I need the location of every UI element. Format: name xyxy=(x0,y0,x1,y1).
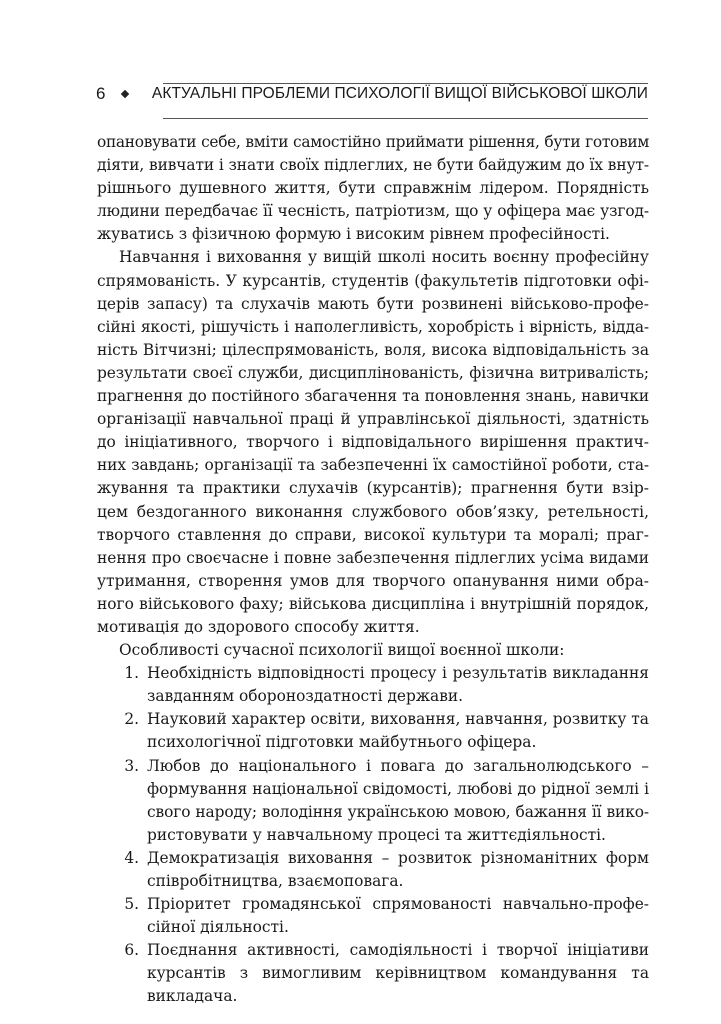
text-line: церів запасу) та слухачів мають бути розвинені військово-профе- xyxy=(97,294,649,313)
header-rule-bottom xyxy=(163,118,648,119)
text-line: формування національної свідомості, любові до рідної землі і xyxy=(147,779,649,798)
text-line: ного військового фаху; військова дисципліна і внутрішній порядок, xyxy=(97,594,649,613)
text-line: рішнього душевного життя, бути справжнім лідером. Порядність xyxy=(97,179,649,198)
text-line: утримання, створення умов для творчого опанування ними обра- xyxy=(97,571,649,590)
list-number: 1. xyxy=(124,664,139,683)
text-line: організації навчальної праці й управлінської діяльності, здатність xyxy=(97,410,649,429)
list-item xyxy=(97,939,649,1008)
list-item xyxy=(97,847,649,893)
text-line: жуватись з фізичною формую і високим рівнем професійності. xyxy=(97,225,610,244)
list-item xyxy=(97,755,649,847)
text-line: викладача. xyxy=(147,987,238,1006)
text-line: Пріоритет громадянської спрямованості навчально-профе- xyxy=(147,895,649,914)
text-line: мотивація до здорового способу життя. xyxy=(97,617,420,636)
running-head xyxy=(96,84,648,104)
text-line: результати своєї служби, дисциплінованість, фізична витривалість; xyxy=(97,363,649,382)
text-line: курсантів з вимогливим керівництвом командування та xyxy=(147,964,649,983)
text-line: свого народу; володіння українською мовою, бажання її вико- xyxy=(147,802,649,821)
text-line: психологічної підготовки майбутнього офіцера. xyxy=(147,733,537,752)
text-line: Демократизація виховання – розвиток різноманітних форм xyxy=(147,848,649,867)
diamond-icon xyxy=(121,90,129,98)
text-line: Навчання і виховання у вищій школі носить воєнну професійну xyxy=(119,248,649,267)
text-line: жування та практики слухачів (курсантів); прагнення бути взір- xyxy=(97,479,649,498)
list-item xyxy=(97,893,649,939)
text-line: до ініціативного, творчого і відповідального вирішення практич- xyxy=(97,433,649,452)
paragraph-1 xyxy=(97,131,649,246)
list-number: 6. xyxy=(124,941,139,960)
text-line: ність Вітчизні; цілеспрямованість, воля, висока відповідальність за xyxy=(97,340,649,359)
text-line: прагнення до постійного збагачення та поновлення знань, навички xyxy=(97,387,649,406)
text-line: Любов до національного і повага до загальнолюдського – xyxy=(147,756,649,775)
list-number: 3. xyxy=(124,756,139,775)
paragraph-2 xyxy=(97,246,649,639)
text-line: цем бездоганного виконання службового обов’язку, ретельності, xyxy=(97,502,649,521)
text-line: них завдань; організації та забезпеченні їх самостійної роботи, ста- xyxy=(97,456,649,475)
text-line: Необхідність відповідності процесу і результатів викладання xyxy=(147,664,649,683)
numbered-list xyxy=(97,662,649,1008)
list-number: 4. xyxy=(124,848,139,867)
text-line: людини передбачає її чесність, патріотизм, що у офіцера має узгод- xyxy=(97,202,649,221)
list-number: 2. xyxy=(124,710,139,729)
text-line: співробітництва, взаємоповага. xyxy=(147,872,404,890)
list-item xyxy=(97,708,649,754)
text-line: сійні якості, рішучість і наполегливість, хоробрість і вірність, відда- xyxy=(97,317,649,336)
text-line: Науковий характер освіти, виховання, навчання, розвитку та xyxy=(147,710,649,729)
list-number: 5. xyxy=(124,895,139,914)
text-line: опановувати себе, вміти самостійно приймати рішення, бути готовим xyxy=(97,133,649,151)
list-intro: Особливості сучасної психології вищої воєнної школи: xyxy=(119,641,565,660)
text-line: Поєднання активності, самодіяльності і творчої ініціативи xyxy=(147,941,649,960)
text-line: спрямованість. У курсантів, студентів (факультетів підготовки офі- xyxy=(97,271,649,290)
text-line: діяти, вивчати і знати своїх підлеглих, не бути байдужим до їх внут- xyxy=(97,156,649,175)
body-text xyxy=(97,131,649,1009)
text-line: ристовувати у навчальному процесі та життєдіяльності. xyxy=(147,825,606,844)
running-head-title: АКТУАЛЬНІ ПРОБЛЕМИ ПСИХОЛОГІЇ ВИЩОЇ ВІЙСЬКОВОЇ ШКОЛИ xyxy=(151,85,648,102)
text-line: нення про своєчасне і повне забезпечення підлеглих усіма видами xyxy=(97,548,649,567)
list-item xyxy=(97,662,649,708)
text-line: завданням обороноздатності держави. xyxy=(147,687,464,706)
text-line: сійної діяльності. xyxy=(147,918,289,937)
page-number: 6 xyxy=(96,84,106,103)
text-line: творчого ставлення до справи, високої культури та моралі; праг- xyxy=(97,525,649,544)
